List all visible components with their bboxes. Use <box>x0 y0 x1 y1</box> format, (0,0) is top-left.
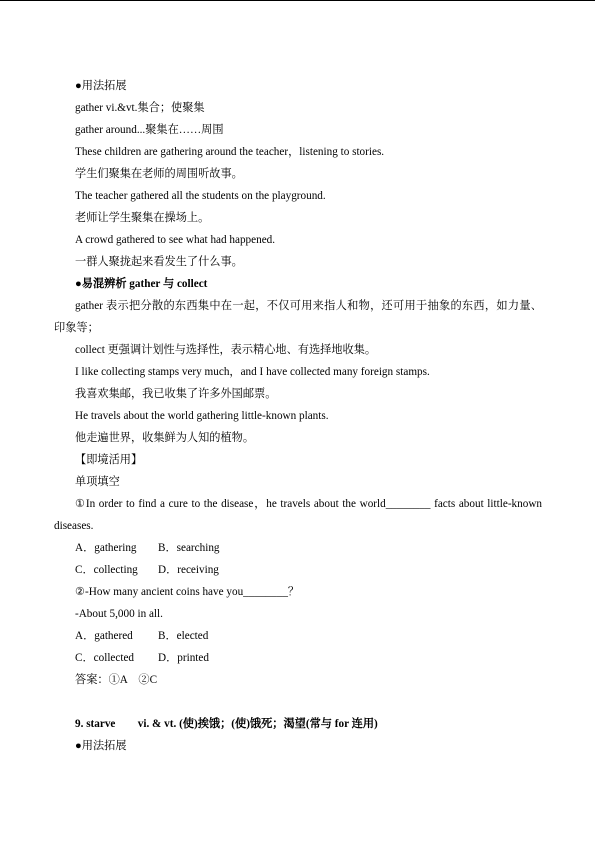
question-2-text: ②-How many ancient coins have you________？ <box>75 586 300 598</box>
example-1-chinese: 学生们聚集在老师的周围听故事。 <box>75 168 243 180</box>
answer-key: 答案：①A ②C <box>75 674 158 686</box>
example-5-english: He travels about the world gathering little-known plants. <box>75 410 329 422</box>
question-2-reply: -About 5,000 in all. <box>75 608 163 620</box>
example-2-english: The teacher gathered all the students on the playground. <box>75 190 326 202</box>
gather-definition: gather vi.&vt.集合；使聚集 <box>75 102 205 114</box>
question-1-text: ①In order to find a cure to the disease，he travels about the world________ facts about little-known diseases. <box>54 498 542 532</box>
q2-option-c: C．collected <box>75 652 135 664</box>
gather-explanation: gather 表示把分散的东西集中在一起，不仅可用来指人和物，还可用于抽象的东西，如力量、印象等； <box>54 300 542 334</box>
example-3-english: A crowd gathered to see what had happened. <box>75 234 276 246</box>
q2-option-b: B．elected <box>158 630 209 642</box>
example-5-chinese: 他走遍世界，收集鲜为人知的植物。 <box>75 432 255 444</box>
q2-option-a: A．gathered <box>75 630 133 642</box>
q1-option-c: C．collecting <box>75 564 138 576</box>
q1-option-d: D．receiving <box>158 564 219 576</box>
example-2-chinese: 老师让学生聚集在操场上。 <box>75 212 210 224</box>
q1-option-b: B．searching <box>158 542 220 554</box>
q1-option-a: A．gathering <box>75 542 137 554</box>
example-3-chinese: 一群人聚拢起来看发生了什么事。 <box>75 256 243 268</box>
usage-heading-2: ●用法拓展 <box>75 740 127 752</box>
entry-9-title: 9. starve vi. & vt. (使)挨饿；(使)饿死；渴望(常与 for 连用) <box>75 718 378 730</box>
usage-heading: ●用法拓展 <box>75 80 127 92</box>
fill-in-heading: 单项填空 <box>75 476 120 488</box>
collect-explanation: collect 更强调计划性与选择性，表示精心地、有选择地收集。 <box>75 344 377 356</box>
q2-option-d: D．printed <box>158 652 209 664</box>
example-4-chinese: 我喜欢集邮，我已收集了许多外国邮票。 <box>75 388 277 400</box>
confusion-heading: ●易混辨析 gather 与 collect <box>75 278 208 290</box>
example-1-english: These children are gathering around the teacher，listening to stories. <box>75 146 385 158</box>
gather-around-phrase: gather around...聚集在……周围 <box>75 124 224 136</box>
page-top-border <box>0 0 595 1</box>
example-4-english: I like collecting stamps very much，and I have collected many foreign stamps. <box>75 366 430 378</box>
practice-heading: 【即境活用】 <box>75 454 143 466</box>
